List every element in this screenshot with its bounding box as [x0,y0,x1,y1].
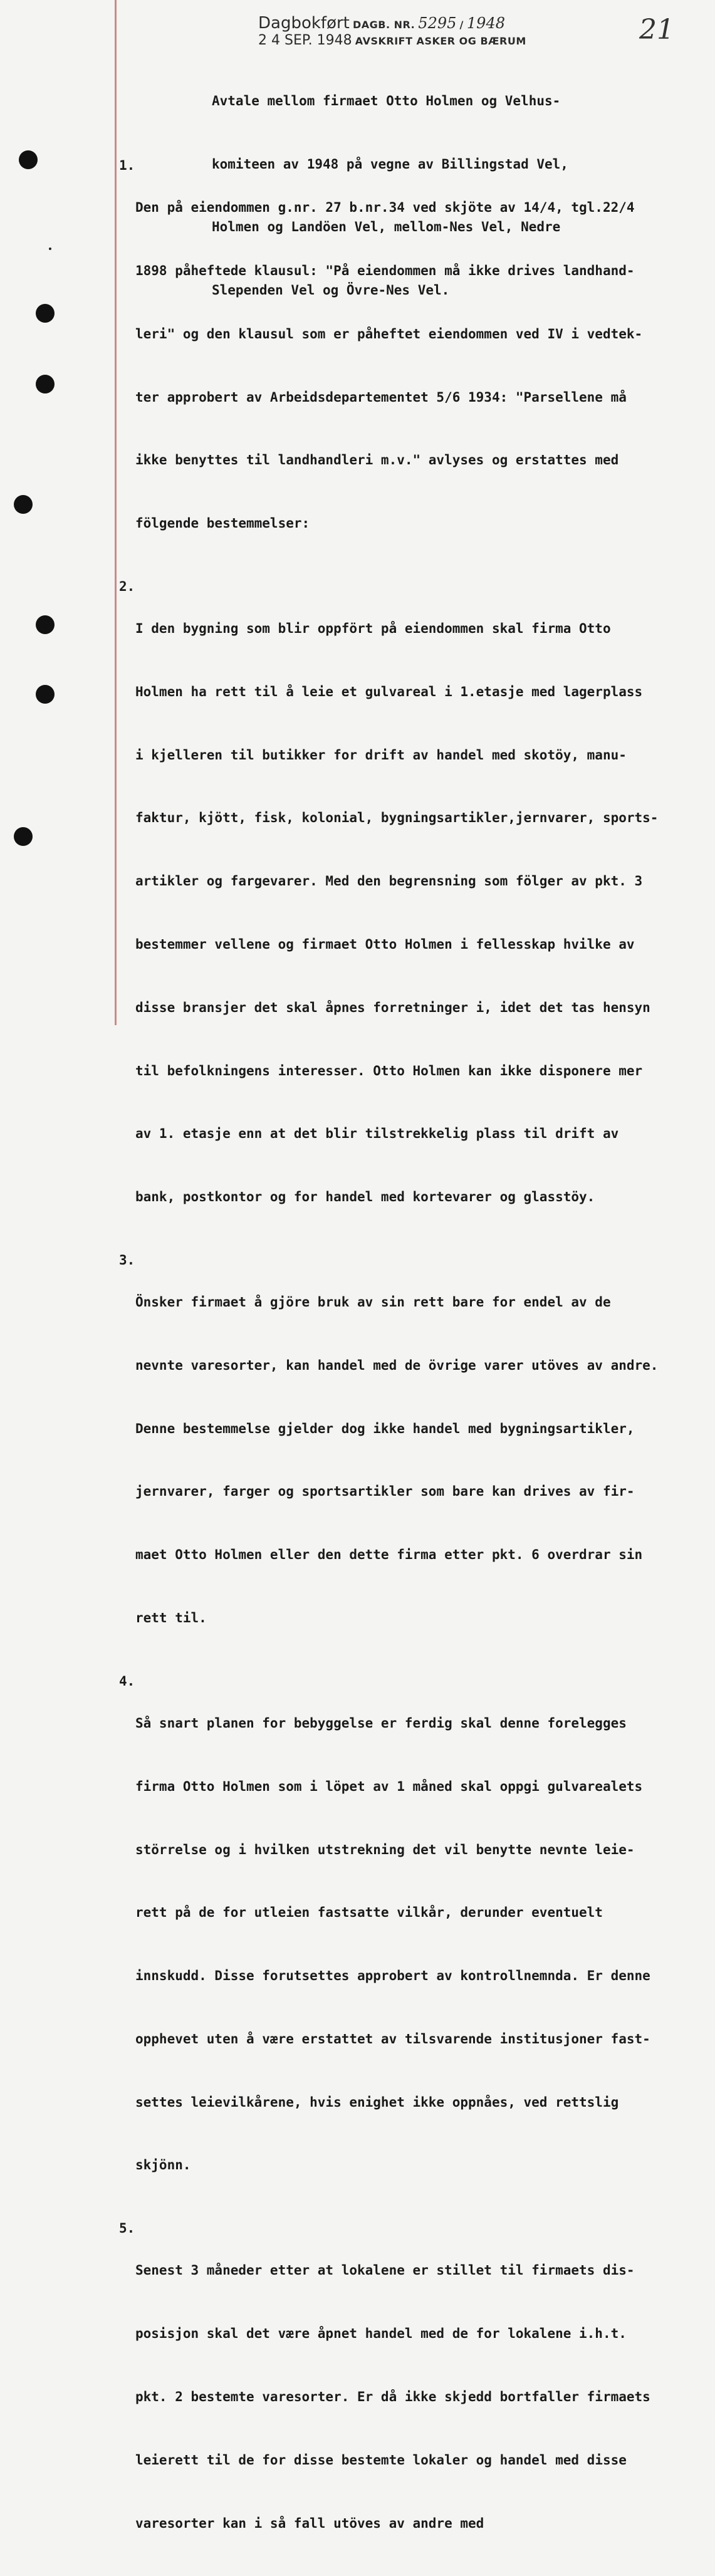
text-line: disse bransjer det skal åpnes forretninger i, idet det tas hensyn [135,999,650,1015]
clause-5 [119,2218,708,2576]
stamp-year: 1948 [466,14,505,32]
text-line: Holmen ha rett til å leie et gulvareal i 1.etasje med lagerplass [135,684,643,699]
agreement-body [119,155,708,2576]
text-line: bank, postkontor og for handel med kortevarer og glasstöy. [135,1189,595,1205]
title-line: Avtale mellom firmaet Otto Holmen og Velhus- [212,93,561,108]
text-line: Så snart planen for bebyggelse er ferdig skal denne forelegges [135,1715,627,1731]
stamp-label-written: Dagbokført [258,14,350,33]
title-line: Holmen og Landöen Vel, mellom-Nes Vel, Nedre [212,219,561,234]
text-line: leri" og den klausul som er påheftet eiendommen ved IV i vedtek- [135,326,643,342]
clause-number: 3. [119,1252,135,1268]
text-line: faktur, kjött, fisk, kolonial, bygningsartikler,jernvarer, sports- [135,810,659,826]
text-line: bestemmer vellene og firmaet Otto Holmen i fellesskap hvilke av [135,936,635,952]
clause-number: 5. [119,2221,135,2236]
punch-hole [36,304,55,323]
text-line: til befolkningens interesser. Otto Holmen kan ikke disponere mer [135,1063,643,1078]
text-line: störrelse og i hvilken utstrekning det vil benytte nevnte leie- [135,1842,635,1857]
stamp-line-1: Dagbokført DAGB. NR. 5295 / 1948 [258,14,505,33]
text-line: opphevet uten å være erstattet av tilsvarende institusjoner fast- [135,2031,650,2047]
clause-number: 2. [119,578,135,594]
title-line: komiteen av 1948 på vegne av Billingstad Vel, [212,156,568,172]
punch-hole [36,375,55,394]
text-line: 1898 påheftede klausul: "På eiendommen må ikke drives landhand- [135,263,635,278]
text-line: Den på eiendommen g.nr. 27 b.nr.34 ved skjöte av 14/4, tgl.22/4 [135,200,635,216]
text-line: ikke benyttes til landhandleri m.v." avlyses og erstattes med [135,452,619,468]
text-line: Senest 3 måneder etter at lokalene er stillet til firmaets dis- [135,2263,635,2278]
punch-hole [14,827,33,846]
stamp-date: 2 4 SEP. 1948 [258,33,352,48]
text-line: i kjelleren til butikker for drift av handel med skotöy, manu- [135,747,627,763]
stamp-dagb-label: DAGB. NR. [352,19,415,31]
text-line: nevnte varesorter, kan handel med de övrige varer utöves av andre. [135,1357,659,1373]
page-number: 21 [639,14,674,46]
clause-4 [119,1671,708,2218]
text-line: rett på de for utleien fastsatte vilkår, derunder eventuelt [135,1905,603,1921]
clause-3 [119,1250,708,1671]
stamp-office: AVSKRIFT ASKER OG BÆRUM [355,35,526,47]
text-line: Denne bestemmelse gjelder dog ikke handel med bygningsartikler, [135,1421,635,1436]
ink-dot [49,248,51,250]
clause-1 [119,155,708,576]
text-line: rett til. [135,1610,207,1625]
clause-2 [119,576,708,1250]
punch-hole [36,615,55,634]
text-line: artikler og fargevarer. Med den begrensning som fölger av pkt. 3 [135,873,643,889]
clause-number: 4. [119,1673,135,1689]
text-line: innskudd. Disse forutsettes approbert av kontrollnemnda. Er denne [135,1968,650,1984]
text-line: firma Otto Holmen som i löpet av 1 måned skal oppgi gulvarealets [135,1778,643,1794]
title-line: Slependen Vel og Övre-Nes Vel. [212,282,450,298]
text-line: I den bygning som blir oppfört på eiendommen skal firma Otto [135,621,611,637]
text-line: maet Otto Holmen eller den dette firma etter pkt. 6 overdrar sin [135,1547,643,1563]
text-line: pkt. 2 bestemte varesorter. Er då ikke skjedd bortfaller firmaets [135,2389,650,2404]
punch-hole [14,495,33,514]
text-line: skjönn. [135,2157,191,2173]
text-line: Önsker firmaet å gjöre bruk av sin rett bare for endel av de [135,1295,611,1310]
text-line: leierett til de for disse bestemte lokaler og handel med disse [135,2452,627,2468]
punch-hole [36,685,55,704]
clause-number: 1. [119,158,135,173]
text-line: ter approbert av Arbeidsdepartementet 5/6 1934: "Parsellene må [135,389,627,405]
text-line: fölgende bestemmelser: [135,516,310,531]
text-line: varesorter kan i så fall utöves av andre med [135,2515,484,2531]
text-line: settes leievilkårene, hvis enighet ikke oppnåes, ved rettslig [135,2094,619,2110]
punch-hole [19,150,38,169]
margin-line [115,0,117,1025]
stamp-line-2 [258,33,526,48]
stamp-dagb-number: 5295 [418,14,457,32]
text-line: posisjon skal det være åpnet handel med de for lokalene i.h.t. [135,2326,627,2342]
text-line: av 1. etasje enn at det blir tilstrekkelig plass til drift av [135,1126,619,1142]
text-line: jernvarer, farger og sportsartikler som bare kan drives av fir- [135,1484,635,1499]
